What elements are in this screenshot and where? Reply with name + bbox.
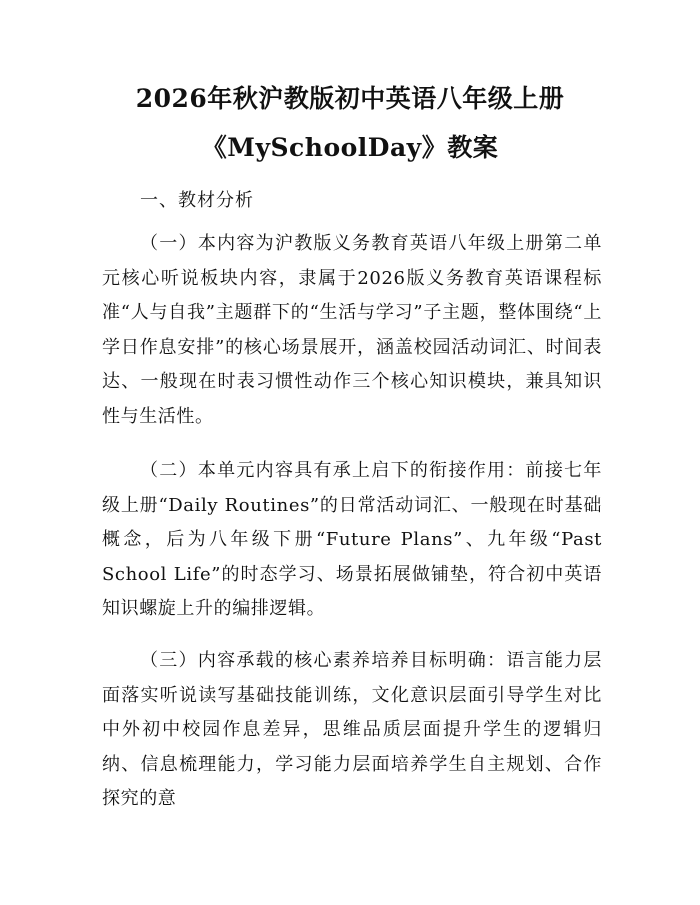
paragraph-2: （二）本单元内容具有承上启下的衔接作用：前接七年级上册“Daily Routines”的日常活动词汇、一般现在时基础概念，后为八年级下册“Future Plans”、九年级“Past School Life”的时态学习、场景拓展做铺垫，符合初中英语知识螺旋上升的编排逻辑。 — [102, 460, 602, 620]
section-heading: 一、教材分析 — [140, 190, 254, 211]
paragraph-1: （一）本内容为沪教版义务教育英语八年级上册第二单元核心听说板块内容，隶属于2026版义务教育英语课程标准“人与自我”主题群下的“生活与学习”子主题，整体围绕“上学日作息安排”的核心场景展开，涵盖校园活动词汇、时间表达、一般现在时表习惯性动作三个核心知识模块，兼具知识性与生活性。 — [102, 233, 602, 427]
document-title-line-2: 《MySchoolDay》教案 — [201, 133, 499, 162]
document-title-line-1: 2026年秋沪教版初中英语八年级上册 — [135, 84, 565, 113]
paragraph-3: （三）内容承载的核心素养培养目标明确：语言能力层面落实听说读写基础技能训练，文化意识层面引导学生对比中外初中校园作息差异，思维品质层面提升学生的逻辑归纳、信息梳理能力，学习能力层面培养学生自主规划、合作探究的意 — [102, 650, 602, 810]
